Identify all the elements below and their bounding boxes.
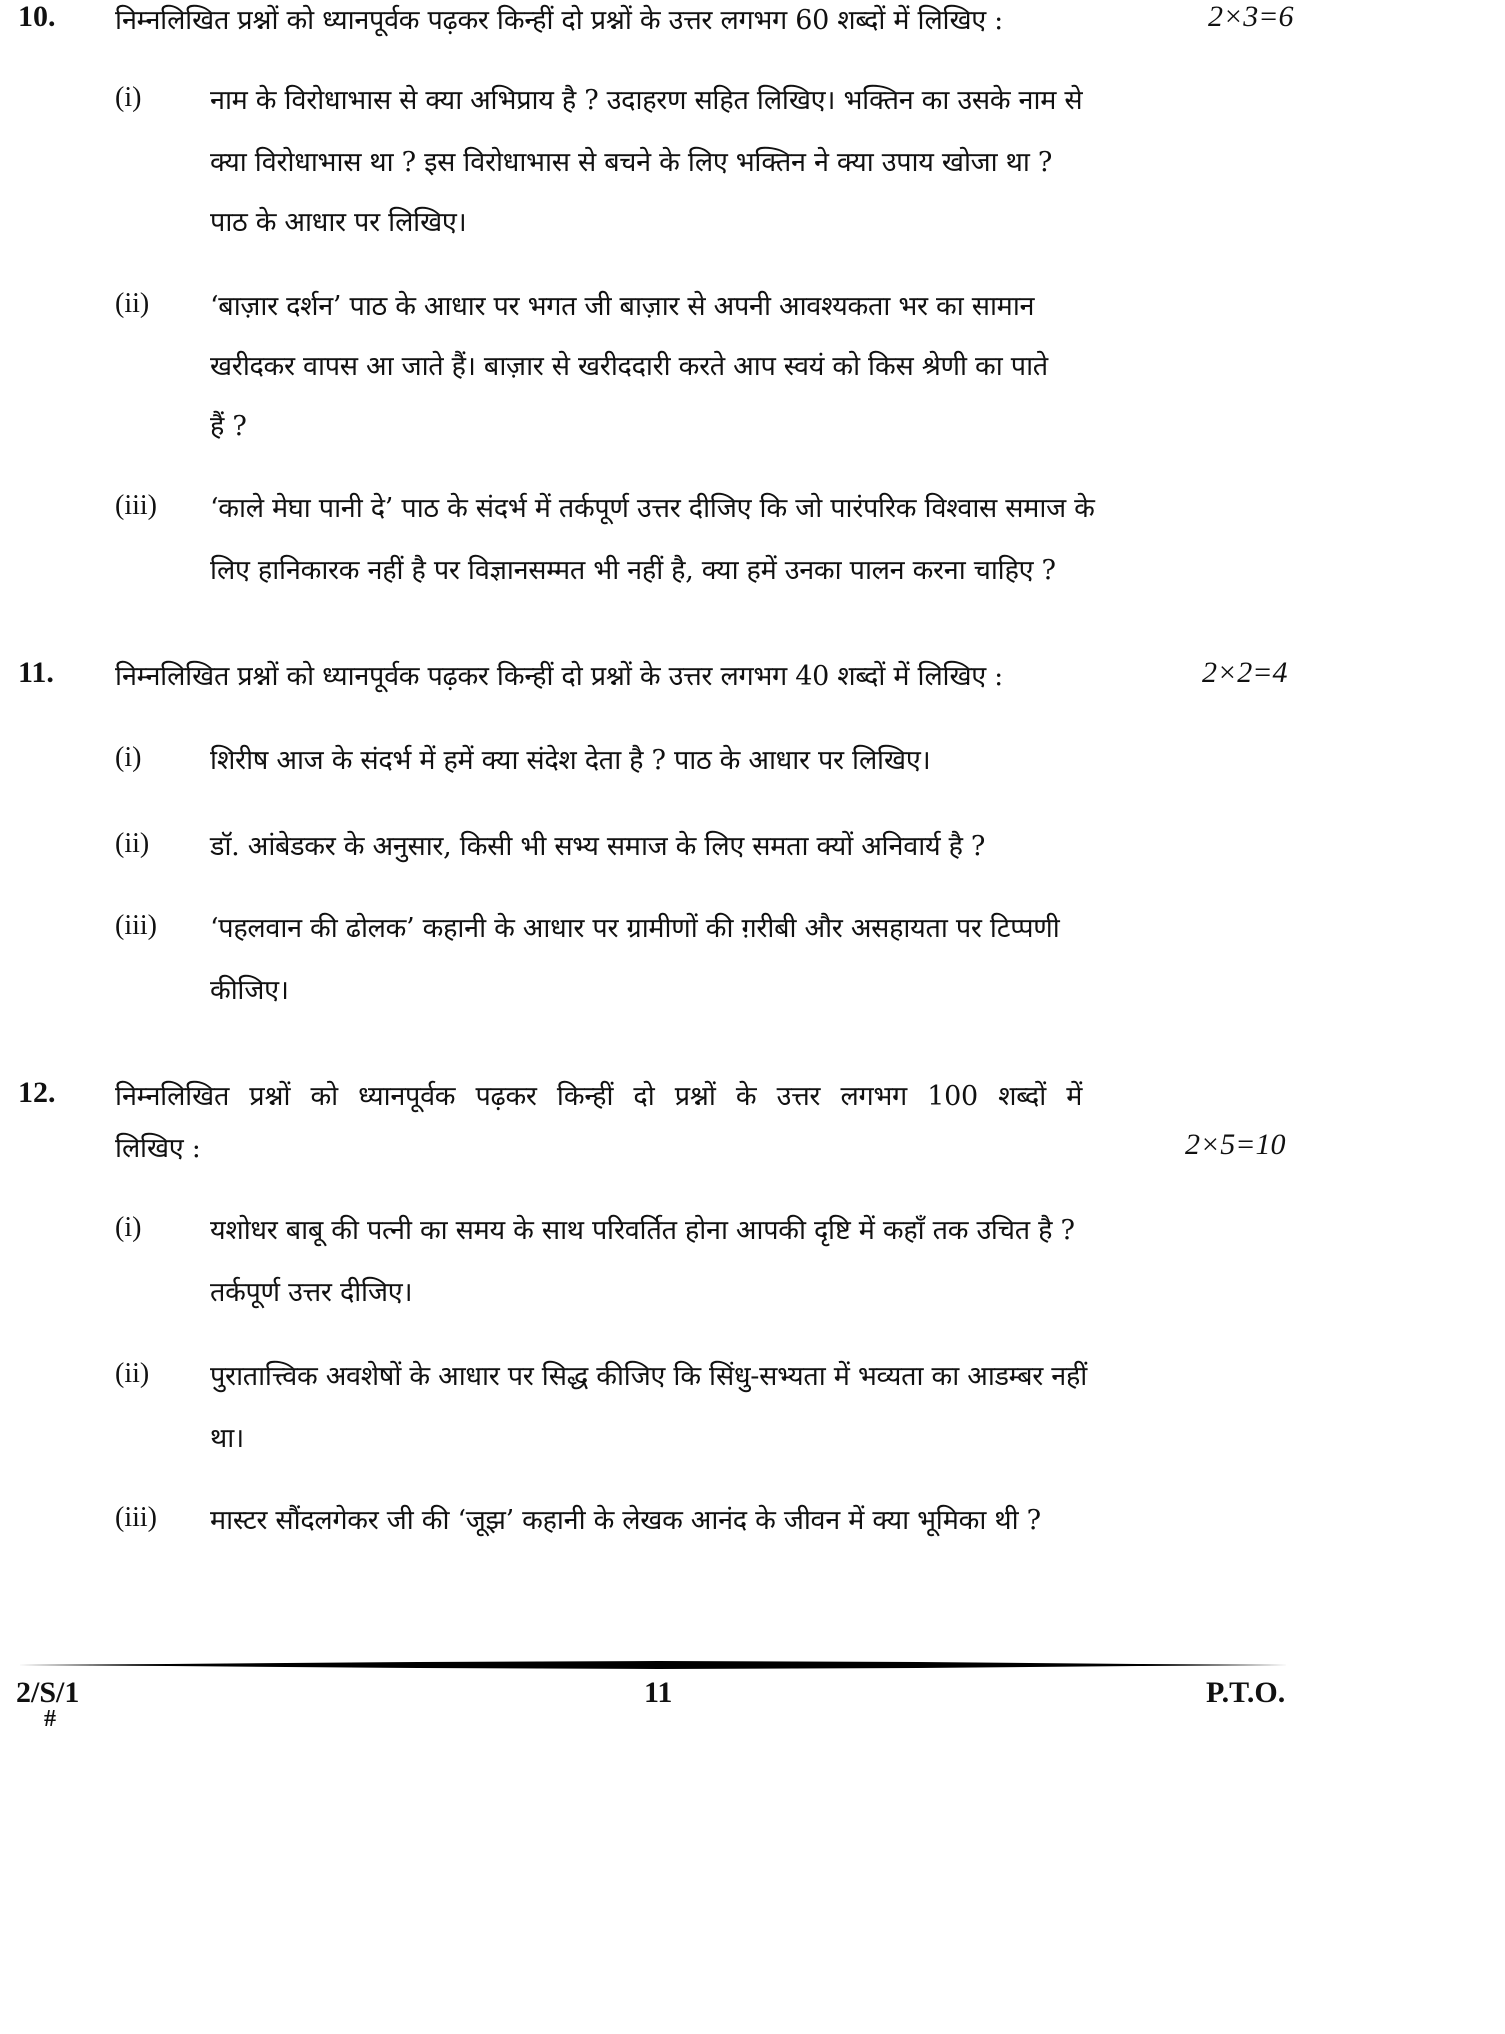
q10-part-ii-line-3: हैं ? — [210, 411, 247, 442]
footer-divider-rule — [18, 1660, 1288, 1670]
q11-part-i-label: (i) — [115, 742, 142, 773]
q12-part-i-line-2: तर्कपूर्ण उत्तर दीजिए। — [210, 1277, 413, 1308]
question-number-12: 12. — [18, 1076, 56, 1109]
q10-part-ii-line-1: ‘बाज़ार दर्शन’ पाठ के आधार पर भगत जी बाज़ार से अपनी आवश्यकता भर का सामान — [210, 291, 1035, 322]
q12-part-ii-label: (ii) — [115, 1358, 150, 1389]
q11-part-ii-line-1: डॉ. आंबेडकर के अनुसार, किसी भी सभ्य समाज के लिए समता क्यों अनिवार्य है ? — [210, 831, 986, 862]
q10-part-i-line-2: क्या विरोधाभास था ? इस विरोधाभास से बचने के लिए भक्तिन ने क्या उपाय खोजा था ? — [210, 147, 1053, 178]
question-number-10: 10. — [18, 0, 56, 33]
question-11-marks: 2×2=4 — [1202, 656, 1288, 689]
q12-part-iii-line-1: मास्टर सौंदलगेकर जी की ‘जूझ’ कहानी के लेखक आनंद के जीवन में क्या भूमिका थी ? — [210, 1505, 1041, 1536]
question-12-marks: 2×5=10 — [1185, 1128, 1286, 1161]
q10-part-i-label: (i) — [115, 82, 142, 113]
question-10-marks: 2×3=6 — [1208, 0, 1294, 33]
q10-part-iii-line-1: ‘काले मेघा पानी दे’ पाठ के संदर्भ में तर्कपूर्ण उत्तर दीजिए कि जो पारंपरिक विश्वास समाज के — [210, 493, 1095, 524]
q12-part-i-line-1: यशोधर बाबू की पत्नी का समय के साथ परिवर्तित होना आपकी दृष्टि में कहाँ तक उचित है ? — [210, 1215, 1075, 1246]
footer-hash-mark: # — [44, 1706, 56, 1732]
footer-paper-code: 2/S/1 — [16, 1676, 80, 1709]
q12-part-ii-line-1: पुरातात्त्विक अवशेषों के आधार पर सिद्ध कीजिए कि सिंधु-सभ्यता में भव्यता का आडम्बर नहीं — [210, 1361, 1087, 1392]
footer-pto: P.T.O. — [1206, 1676, 1286, 1709]
question-12-instruction-line-2: लिखिए : — [115, 1133, 201, 1164]
question-12-instruction-line-1: निम्नलिखित प्रश्नों को ध्यानपूर्वक पढ़कर किन्हीं दो प्रश्नों के उत्तर लगभग 100 शब्दों में — [115, 1081, 1083, 1112]
q11-part-ii-label: (ii) — [115, 828, 150, 859]
footer-page-number: 11 — [644, 1676, 673, 1709]
q10-part-i-line-3: पाठ के आधार पर लिखिए। — [210, 207, 467, 238]
q10-part-i-line-1: नाम के विरोधाभास से क्या अभिप्राय है ? उदाहरण सहित लिखिए। भक्तिन का उसके नाम से — [210, 85, 1083, 116]
q11-part-i-line-1: शिरीष आज के संदर्भ में हमें क्या संदेश देता है ? पाठ के आधार पर लिखिए। — [210, 745, 931, 776]
q12-part-iii-label: (iii) — [115, 1502, 157, 1533]
q12-part-i-label: (i) — [115, 1212, 142, 1243]
question-number-11: 11. — [18, 656, 54, 689]
q10-part-iii-label: (iii) — [115, 490, 157, 521]
question-11-instruction: निम्नलिखित प्रश्नों को ध्यानपूर्वक पढ़कर किन्हीं दो प्रश्नों के उत्तर लगभग 40 शब्दों में लिखिए : — [115, 661, 1003, 692]
q10-part-ii-label: (ii) — [115, 288, 150, 319]
q11-part-iii-line-2: कीजिए। — [210, 975, 289, 1006]
question-10-instruction: निम्नलिखित प्रश्नों को ध्यानपूर्वक पढ़कर किन्हीं दो प्रश्नों के उत्तर लगभग 60 शब्दों में लिखिए : — [115, 5, 1003, 36]
q11-part-iii-line-1: ‘पहलवान की ढोलक’ कहानी के आधार पर ग्रामीणों की ग़रीबी और असहायता पर टिप्पणी — [210, 913, 1060, 944]
q12-part-ii-line-2: था। — [210, 1423, 244, 1454]
q10-part-iii-line-2: लिए हानिकारक नहीं है पर विज्ञानसम्मत भी नहीं है, क्या हमें उनका पालन करना चाहिए ? — [210, 555, 1056, 586]
q11-part-iii-label: (iii) — [115, 910, 157, 941]
q10-part-ii-line-2: खरीदकर वापस आ जाते हैं। बाज़ार से खरीददारी करते आप स्वयं को किस श्रेणी का पाते — [210, 351, 1048, 382]
